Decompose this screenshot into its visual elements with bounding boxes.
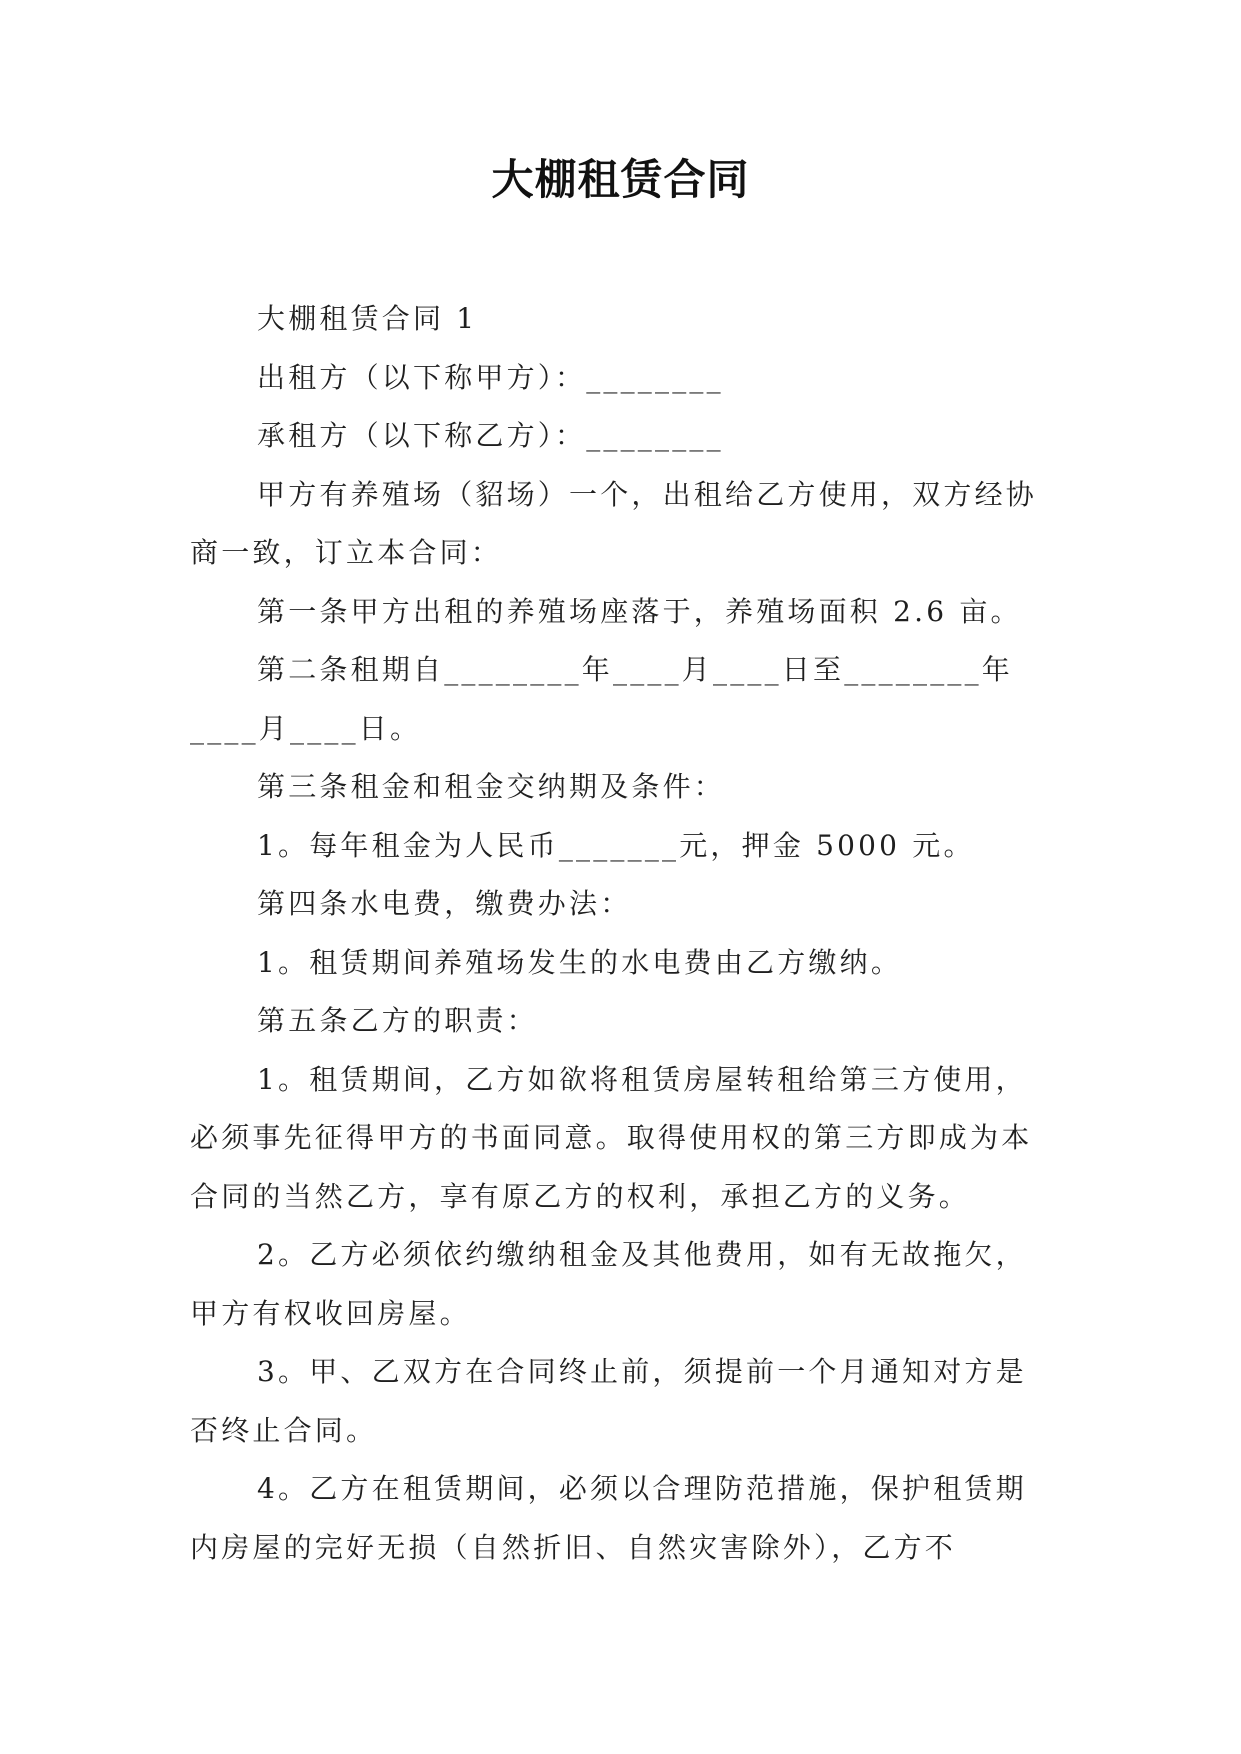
paragraph-article-4-item-1: 1。租赁期间养殖场发生的水电费由乙方缴纳。	[257, 945, 903, 979]
paragraph-heading: 大棚租赁合同 1	[257, 302, 478, 335]
paragraph-article-3: 第三条租金和租金交纳期及条件：	[257, 770, 726, 803]
paragraph-article-1: 第一条甲方出租的养殖场座落于，养殖场面积 2.6 亩。	[257, 594, 1022, 628]
paragraph-lessee: 承租方（以下称乙方）：________	[257, 419, 724, 452]
paragraph-article-5-item-4: 4。乙方在租赁期间，必须以合理防范措施，保护租赁期内房屋的完好无损（自然折旧、自然灾害除外），乙方不	[190, 1472, 1027, 1564]
paragraph-lessor: 出租方（以下称甲方）：________	[257, 360, 724, 394]
paragraph-preamble: 甲方有养殖场（貂场）一个，出租给乙方使用，双方经协商一致，订立本合同：	[190, 477, 1038, 569]
document-title: 大棚租赁合同	[491, 155, 750, 204]
paragraph-article-5: 第五条乙方的职责：	[257, 1004, 538, 1037]
document-body	[190, 290, 1052, 1577]
paragraph-article-5-item-1: 1。租赁期间，乙方如欲将租赁房屋转租给第三方使用，必须事先征得甲方的书面同意。取得使用权的第三方即成为本合同的当然乙方，享有原乙方的权利，承担乙方的义务。	[190, 1062, 1033, 1213]
paragraph-article-3-item-1: 1。每年租金为人民币_______元，押金 5000 元。	[257, 828, 975, 862]
paragraph-article-4: 第四条水电费，缴费办法：	[257, 887, 632, 920]
paragraph-article-2: 第二条租期自________年____月____日至________年____月____日。	[190, 653, 1014, 745]
paragraph-article-5-item-3: 3。甲、乙双方在合同终止前，须提前一个月通知对方是否终止合同。	[190, 1355, 1027, 1447]
paragraph-article-5-item-2: 2。乙方必须依约缴纳租金及其他费用，如有无故拖欠，甲方有权收回房屋。	[190, 1238, 1027, 1330]
